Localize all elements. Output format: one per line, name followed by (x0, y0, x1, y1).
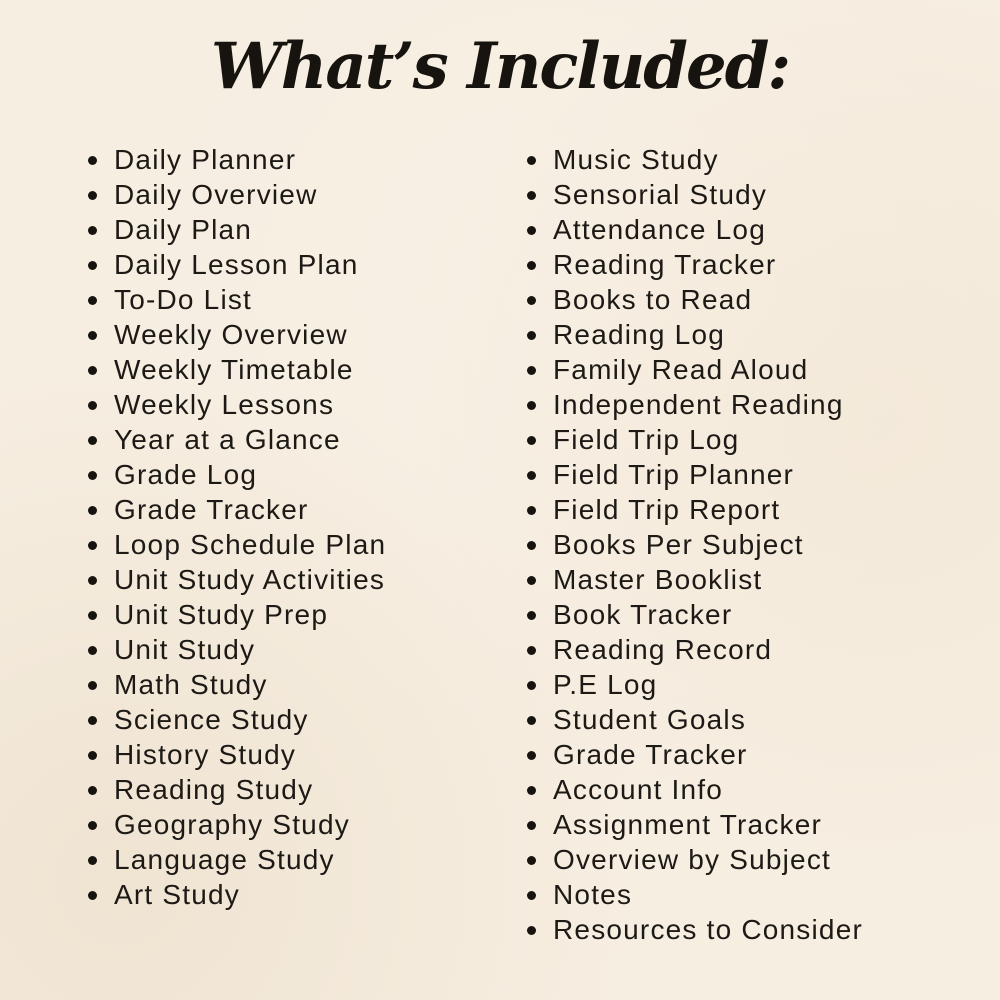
bullet-icon (527, 331, 536, 340)
list-item-label: Daily Lesson Plan (114, 248, 359, 280)
list-item (88, 562, 527, 597)
bullet-icon (88, 156, 97, 165)
list-item-label: Master Booklist (553, 563, 763, 595)
list-item-label: Weekly Lessons (114, 388, 335, 420)
list-item-label: Daily Plan (114, 213, 253, 245)
list-item (527, 667, 980, 702)
list-item (527, 807, 980, 842)
bullet-icon (88, 821, 97, 830)
bullet-icon (527, 191, 536, 200)
bullet-icon (88, 261, 97, 270)
list-item (88, 632, 527, 667)
list-item-label: Unit Study (114, 633, 256, 665)
list-item (527, 387, 980, 422)
list-item (88, 737, 527, 772)
bullet-icon (88, 891, 97, 900)
list-item (527, 317, 980, 352)
list-item (527, 422, 980, 457)
list-item (527, 772, 980, 807)
bullet-icon (88, 541, 97, 550)
list-item (527, 527, 980, 562)
list-item-label: P.E Log (553, 668, 658, 700)
list-item-label: Reading Record (553, 633, 773, 665)
bullet-icon (527, 821, 536, 830)
list-item (88, 247, 527, 282)
bullet-icon (88, 296, 97, 305)
list-item-label: Family Read Aloud (553, 353, 809, 385)
list-item (88, 492, 527, 527)
list-item (88, 352, 527, 387)
list-item-label: Art Study (114, 878, 240, 910)
bullet-icon (527, 401, 536, 410)
list-item-label: Account Info (553, 773, 724, 805)
list-item (88, 142, 527, 177)
bullet-icon (88, 716, 97, 725)
list-item-label: Loop Schedule Plan (114, 528, 387, 560)
list-item-label: Overview by Subject (553, 843, 832, 875)
bullet-icon (88, 646, 97, 655)
bullet-icon (88, 506, 97, 515)
list-item-label: Weekly Overview (114, 318, 348, 350)
list-item (527, 352, 980, 387)
list-item (527, 177, 980, 212)
list-item-label: Assignment Tracker (553, 808, 823, 840)
bullet-icon (527, 681, 536, 690)
list-item-label: Unit Study Activities (114, 563, 386, 595)
bullet-icon (88, 856, 97, 865)
list-item-label: History Study (114, 738, 297, 770)
bullet-icon (527, 576, 536, 585)
page-title: What’s Included: (210, 29, 790, 104)
list-item (527, 877, 980, 912)
list-columns (88, 142, 980, 947)
bullet-icon (88, 786, 97, 795)
bullet-icon (88, 401, 97, 410)
list-item (88, 807, 527, 842)
bullet-icon (527, 226, 536, 235)
bullet-icon (88, 681, 97, 690)
list-item (88, 527, 527, 562)
list-item (88, 317, 527, 352)
list-item-label: Field Trip Log (553, 423, 740, 455)
list-item (527, 737, 980, 772)
list-item-label: Geography Study (114, 808, 350, 840)
list-item (88, 667, 527, 702)
list-item (527, 702, 980, 737)
list-item (88, 282, 527, 317)
list-item-label: Math Study (114, 668, 268, 700)
included-list-left (88, 142, 527, 912)
list-item-label: Grade Tracker (114, 493, 309, 525)
list-item-label: Student Goals (553, 703, 747, 735)
list-item (527, 457, 980, 492)
list-item-label: Independent Reading (553, 388, 844, 420)
list-item (527, 247, 980, 282)
list-item-label: Notes (553, 878, 633, 910)
bullet-icon (527, 856, 536, 865)
bullet-icon (527, 156, 536, 165)
list-item-label: Reading Study (114, 773, 314, 805)
list-item-label: Science Study (114, 703, 309, 735)
list-item (88, 457, 527, 492)
list-item (527, 632, 980, 667)
bullet-icon (527, 436, 536, 445)
list-item-label: Resources to Consider (553, 913, 863, 945)
bullet-icon (88, 576, 97, 585)
list-item (88, 702, 527, 737)
bullet-icon (527, 611, 536, 620)
list-item-label: Unit Study Prep (114, 598, 329, 630)
list-item-label: To-Do List (114, 283, 253, 315)
bullet-icon (527, 646, 536, 655)
bullet-icon (527, 786, 536, 795)
list-item (88, 422, 527, 457)
list-item-label: Year at a Glance (114, 423, 341, 455)
list-item-label: Reading Tracker (553, 248, 777, 280)
list-item-label: Book Tracker (553, 598, 733, 630)
list-item-label: Music Study (553, 143, 719, 175)
bullet-icon (527, 296, 536, 305)
list-item-label: Weekly Timetable (114, 353, 354, 385)
list-item-label: Field Trip Report (553, 493, 781, 525)
bullet-icon (88, 366, 97, 375)
list-item (527, 212, 980, 247)
bullet-icon (527, 926, 536, 935)
bullet-icon (527, 541, 536, 550)
list-item-label: Reading Log (553, 318, 725, 350)
bullet-icon (88, 436, 97, 445)
list-item-label: Books to Read (553, 283, 753, 315)
included-list-right (527, 142, 980, 947)
bullet-icon (527, 366, 536, 375)
list-item-label: Grade Log (114, 458, 258, 490)
list-item-label: Grade Tracker (553, 738, 748, 770)
list-item-label: Field Trip Planner (553, 458, 795, 490)
bullet-icon (527, 506, 536, 515)
list-item-label: Language Study (114, 843, 335, 875)
bullet-icon (88, 751, 97, 760)
list-item (527, 562, 980, 597)
left-column (88, 142, 527, 912)
list-item-label: Sensorial Study (553, 178, 768, 210)
list-item (527, 142, 980, 177)
list-item-label: Books Per Subject (553, 528, 804, 560)
list-item-label: Daily Overview (114, 178, 318, 210)
bullet-icon (88, 226, 97, 235)
bullet-icon (527, 471, 536, 480)
list-item (88, 877, 527, 912)
bullet-icon (88, 471, 97, 480)
list-item-label: Daily Planner (114, 143, 297, 175)
list-item (88, 597, 527, 632)
bullet-icon (527, 751, 536, 760)
bullet-icon (527, 891, 536, 900)
list-item (527, 842, 980, 877)
bullet-icon (88, 331, 97, 340)
list-item (88, 772, 527, 807)
list-item (527, 912, 980, 947)
list-item-label: Attendance Log (553, 213, 766, 245)
bullet-icon (88, 191, 97, 200)
list-item (527, 597, 980, 632)
list-item (527, 282, 980, 317)
bullet-icon (88, 611, 97, 620)
list-item (88, 212, 527, 247)
list-item (88, 177, 527, 212)
list-item (527, 492, 980, 527)
bullet-icon (527, 716, 536, 725)
list-item (88, 387, 527, 422)
bullet-icon (527, 261, 536, 270)
right-column (527, 142, 980, 947)
list-item (88, 842, 527, 877)
